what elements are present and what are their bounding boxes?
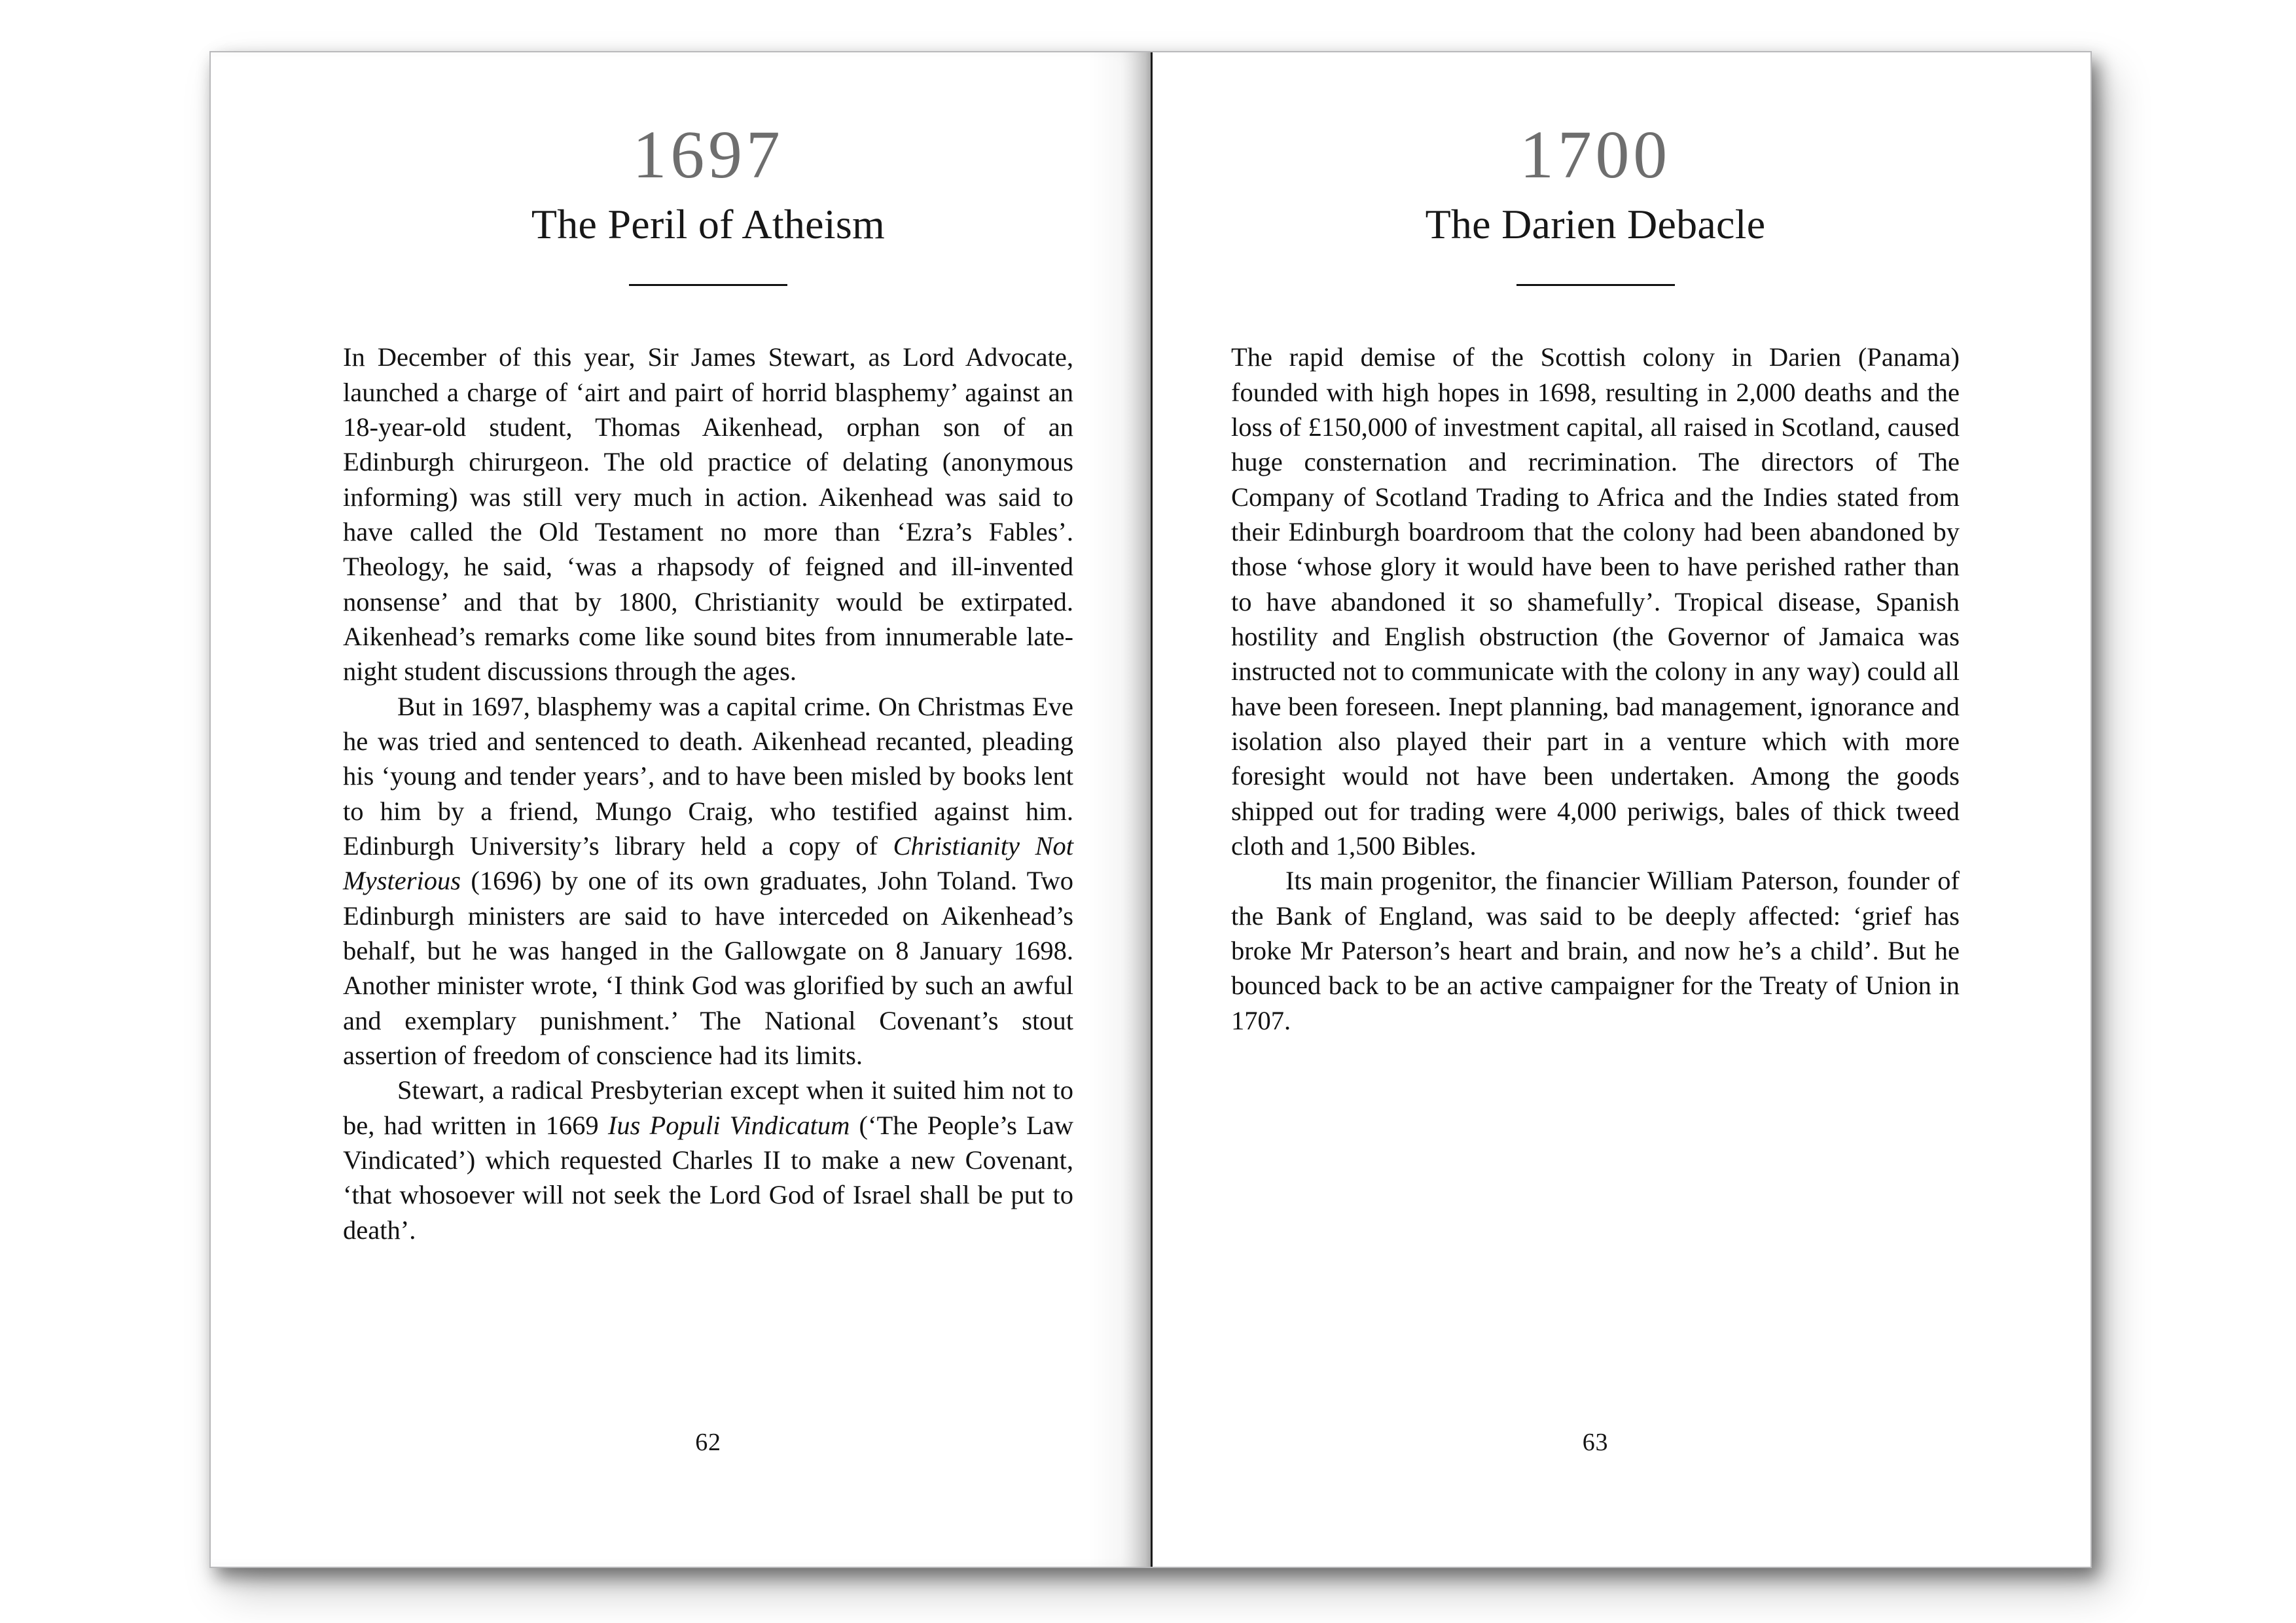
head-rule-right — [1516, 284, 1675, 286]
book-spread — [209, 51, 2092, 1568]
chapter-head-left — [343, 52, 1073, 286]
paragraph — [343, 1073, 1073, 1247]
book-title-italic: Christianity Not Mysterious — [343, 831, 1074, 896]
head-rule-left — [629, 284, 787, 286]
chapter-title-right: The Darien Debacle — [1425, 201, 1766, 248]
paragraph: The rapid demise of the Scottish colony in Darien (Panama) founded with high hopes in 1698, resulting in 2,000 deaths and the loss of £150,000 of investment capital, all raised in Scotland, caused huge consternation and recrimination. The directors of The Company of Scotland Trading to Africa and the Indies stated from their Edinburgh boardroom that the colony had been abandoned by those ‘whose glory it would have been to have perished rather than to have abandoned it so shamefully’. Tropical disease, Spanish hostility and English obstruction (the Governor of Jamaica was instructed not to communicate with the colony in any way) could all have been foreseen. Inept planning, bad management, ignorance and isolation also played their part in a venture which with more foresight would not have been undertaken. Among the goods shipped out for trading were 4,000 periwigs, bales of thick tweed cloth and 1,500 Bibles. — [1231, 342, 1960, 861]
chapter-head-right — [1231, 52, 1960, 286]
paragraph: Its main progenitor, the financier William Paterson, founder of the Bank of England, was said to be deeply affected: ‘grief has broke Mr Paterson’s heart and brain, and now he’s a child’. But he bounced back to be an active campaigner for the Treaty of Union in 1707. — [1231, 866, 1960, 1035]
paragraph-segment: Stewart, a radical Presbyterian except when it suited him not to be, had written in 1669 — [343, 1075, 1073, 1140]
gutter-shadow — [1088, 52, 1151, 1567]
chapter-title-left: The Peril of Atheism — [531, 201, 886, 248]
paragraph-segment: (‘The People’s Law Vindicated’) which requested Charles II to make a new Covenant, ‘that whosoever will not seek the Lord God of Israel shall be put to death’. — [343, 1110, 1073, 1245]
folio-right: 63 — [1582, 1429, 1609, 1456]
paragraph: In December of this year, Sir James Stewart, as Lord Advocate, launched a charge of ‘airt and pairt of horrid blasphemy’ against an 18-year-old student, Thomas Aikenhead, orphan son of an Edinburgh chirurgeon. The old practice of delating (anonymous informing) was still very much in action. Aikenhead was said to have called the Old Testament no more than ‘Ezra’s Fables’. Theology, he said, ‘was a rhapsody of feigned and ill-invented nonsense’ and that by 1800, Christianity would be extirpated. Aikenhead’s remarks come like sound bites from innumerable late-night student discussions through the ages. — [343, 342, 1073, 687]
body-text-left — [343, 340, 1073, 1247]
paragraph-segment: But in 1697, blasphemy was a capital crime. On Christmas Eve he was tried and sentenced to death. Aikenhead recanted, pleading his ‘young and tender years’, and to have been misled by books lent to him by a friend, Mungo Craig, who testified against him. Edinburgh University’s library held a copy of — [343, 691, 1073, 861]
chapter-year-right: 1700 — [1520, 117, 1671, 192]
book-title-italic: Ius Populi Vindicatum — [607, 1110, 850, 1140]
paragraph-segment: (1696) by one of its own graduates, John Toland. Two Edinburgh ministers are said to have interceded on Aikenhead’s behalf, but he was hanged in the Gallowgate on 8 January 1698. Another minister wrote, ‘I think God was glorified by such an awful and exemplary punishment.’ The National Covenant’s stout assertion of freedom of conscience had its limits. — [343, 866, 1073, 1071]
chapter-year-left: 1697 — [632, 117, 784, 192]
paragraph — [343, 689, 1073, 1073]
page-verso — [211, 52, 1151, 1567]
folio-left: 62 — [695, 1429, 721, 1456]
body-text-right — [1231, 340, 1960, 1038]
page-recto — [1151, 52, 2090, 1567]
